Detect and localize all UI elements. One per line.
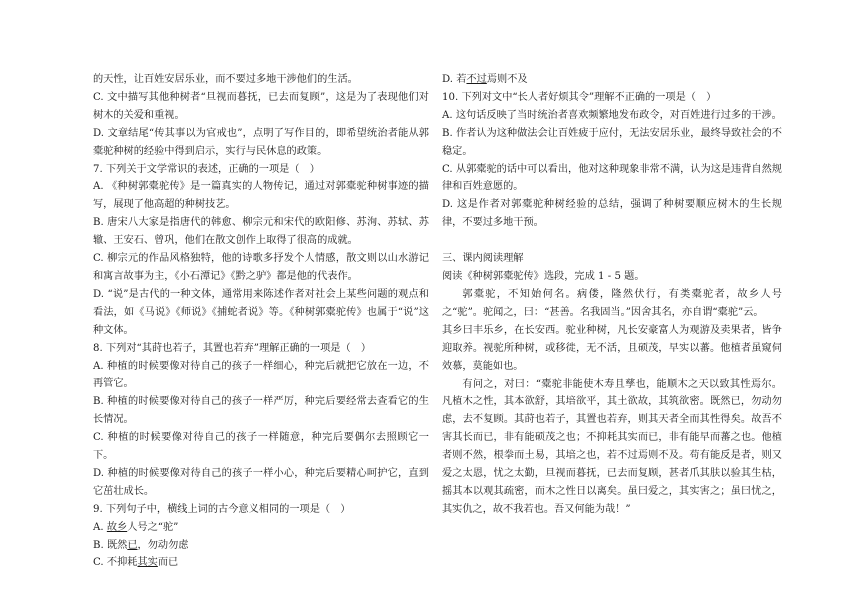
passage-paragraph-2: 其乡曰丰乐乡，在长安西。驼业种树，凡长安豪富人为观游及卖果者，皆争迎取养。视驼所种树，或移徙，无不活，且硕茂，早实以蕃。他植者虽窥伺效慕，莫能如也。 <box>442 324 782 372</box>
q7-option-c: C. 柳宗元的作品风格独特，他的诗歌多抒发个人情感，散文则以山水游记和寓言故事为主，《小石潭记》《黔之驴》都是他的代表作。 <box>93 253 429 282</box>
passage-paragraph-3: 有问之，对曰：“橐驼非能使木寿且孳也，能顺木之天以致其性焉尔。凡植木之性，其本欲舒，其培欲平，其土欲故，其筑欲密。既然已，勿动勿虑，去不复顾。其莳也若子，其置也若弃，则其天者全而其性得矣。故吾不害其长而已，非有能硕茂之也；不抑耗其实而已，非有能早而蕃之也。他植者则不然，根拳而土易，其培之也，若不过焉则不及。苟有能反是者，则又爱之太恩，忧之太勤，旦视而暮抚，已去而复顾，甚者爪其肤以验其生枯，摇其本以观其疏密，而木之性日以离矣。虽曰爱之，其实害之；虽曰忧之，其实仇之，故不我若也。吾又何能为哉！” <box>442 378 782 515</box>
q8-stem: 8. 下列对“其莳也若子，其置也若弃”理解正确的一项是（ ） <box>93 342 372 354</box>
q9-c-rest: 而已 <box>157 557 179 569</box>
right-column <box>442 71 782 519</box>
q6-option-c: C. 文中描写其他种树者“旦视而暮抚，已去而复顾”，这是为了表现他们对树木的关爱和重视。 <box>93 91 429 121</box>
q9-c-underlined: 其实 <box>137 557 158 569</box>
q9-d-prefix: D. 若 <box>442 74 467 85</box>
intro-continuation: 的天性，让百姓安居乐业，而不要过多地干涉他们的生活。 <box>93 74 358 85</box>
q10-option-b: B. 作者认为这种做法会让百姓疲于应付，无法安居乐业，最终导致社会的不稳定。 <box>442 127 782 157</box>
q9-a-prefix: A. <box>93 521 107 533</box>
q6-option-d: D. 文章结尾“传其事以为官戒也”，点明了写作目的，即希望统治者能从郭橐驼种树的经验中得到启示，实行与民休息的政策。 <box>93 127 429 157</box>
q10-option-c: C. 从郭橐驼的话中可以看出，他对这种现象非常不满，认为这是违背自然规律和百姓意愿的。 <box>442 163 782 193</box>
q8-option-c: C. 种植的时候要像对待自己的孩子一样随意，种完后要偶尔去照顾它一下。 <box>93 432 429 462</box>
section-spacer <box>442 232 782 250</box>
q9-option-b <box>93 537 429 555</box>
q9-option-c <box>93 554 429 572</box>
passage-paragraph-1: 郭橐驼，不知始何名。病偻，隆然伏行，有类橐驼者，故乡人号之“驼”。驼闻之，曰：“甚善。名我固当。”因舍其名，亦自谓“橐驼”云。 <box>442 288 782 318</box>
q8-option-a: A. 种植的时候要像对待自己的孩子一样细心，种完后就把它放在一边，不再管它。 <box>93 360 429 390</box>
q9-a-underlined: 故乡 <box>106 521 128 533</box>
q9-option-a <box>93 519 429 537</box>
q8-option-d: D. 种植的时候要像对待自己的孩子一样小心，种完后要精心呵护它，直到它茁壮成长。 <box>93 467 429 497</box>
q9-option-d <box>442 71 782 89</box>
q9-c-prefix: C. 不抑耗 <box>93 557 138 569</box>
q9-a-rest: 人号之“驼” <box>127 521 179 533</box>
q7-stem: 7. 下列关于文学常识的表述，正确的一项是（ ） <box>93 163 320 175</box>
left-column <box>93 71 429 572</box>
q9-b-rest: ，勿动勿虑 <box>137 539 189 551</box>
q9-b-prefix: B. 既然 <box>93 539 128 551</box>
q9-stem: 9. 下列句子中，横线上词的古今意义相同的一项是（ ） <box>93 503 351 515</box>
q7-option-a: A. 《种树郭橐驼传》是一篇真实的人物传记，通过对郭橐驼种树事迹的描写，展现了他高超的种树技艺。 <box>93 181 429 211</box>
q10-option-a: A. 这句话反映了当时统治者喜欢频繁地发布政令，对百姓进行过多的干涉。 <box>442 109 782 121</box>
q9-d-underlined: 不过 <box>466 74 487 85</box>
q9-d-rest: 焉则不及 <box>486 74 528 85</box>
q7-option-d: D. “说”是古代的一种文体，通常用来陈述作者对社会上某些问题的观点和看法，如《马说》《师说》《捕蛇者说》等。《种树郭橐驼传》也属于“说”这种文体。 <box>93 288 429 336</box>
q10-option-d: D. 这是作者对郭橐驼种树经验的总结，强调了种树要顺应树木的生长规律，不要过多地干预。 <box>442 199 782 229</box>
q8-option-b: B. 种植的时候要像对待自己的孩子一样严厉，种完后要经常去查看它的生长情况。 <box>93 396 429 426</box>
q10-stem: 10. 下列对文中“长人者好烦其令”理解不正确的一项是（ ） <box>442 91 717 103</box>
section-heading: 三、课内阅读理解 <box>442 253 524 265</box>
reading-instructions: 阅读《种树郭橐驼传》选段，完成 1 - 5 题。 <box>442 271 645 283</box>
q7-option-b: B. 唐宋八大家是指唐代的韩愈、柳宗元和宋代的欧阳修、苏洵、苏轼、苏辙、王安石、曾巩，他们在散文创作上取得了很高的成就。 <box>93 217 429 247</box>
q9-b-underlined: 已 <box>127 539 138 551</box>
